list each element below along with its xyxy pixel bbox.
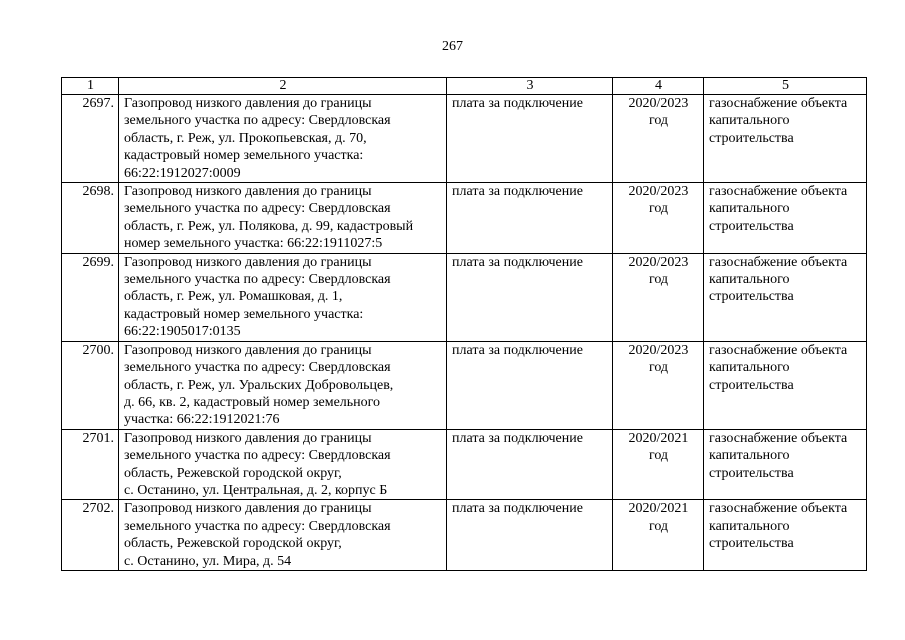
implementation-period (613, 341, 704, 429)
table-row (62, 429, 867, 500)
cell-line: год (648, 272, 669, 288)
column-header: 4 (613, 78, 704, 95)
cell-line: д. 66, кв. 2, кадастровый номер земельного (124, 394, 381, 410)
cell-line: Газопровод низкого давления до границы (124, 430, 372, 446)
cell-line: земельного участка по адресу: Свердловская (124, 518, 391, 534)
cell-line: область, г. Реж, ул. Прокопьевская, д. 70, (124, 130, 367, 146)
cell-line: газоснабжение объекта (709, 430, 848, 446)
page-number: 267 (442, 39, 463, 54)
object-description (119, 500, 447, 571)
row-number: 2699. (62, 253, 119, 341)
financing-source: плата за подключение (447, 183, 613, 254)
row-number: 2697. (62, 95, 119, 183)
cell-line: 66:22:1905017:0135 (124, 324, 241, 340)
table-header-row (62, 78, 867, 95)
cell-line: строительства (709, 130, 794, 146)
cell-line: Газопровод низкого давления до границы (124, 342, 372, 358)
cell-line: капитального (709, 448, 790, 464)
cell-line: капитального (709, 518, 790, 534)
cell-line: капитального (709, 201, 790, 217)
implementation-period (613, 500, 704, 571)
cell-line: номер земельного участка: 66:22:1911027:5 (124, 236, 383, 252)
object-purpose (704, 95, 867, 183)
cell-line: 2020/2021 (628, 501, 689, 517)
cell-line: год (648, 201, 669, 217)
object-description (119, 429, 447, 500)
cell-line: 2020/2023 (628, 342, 689, 358)
cell-line: капитального (709, 113, 790, 129)
financing-source: плата за подключение (447, 429, 613, 500)
column-header: 1 (62, 78, 119, 95)
table-row (62, 253, 867, 341)
cell-line: строительства (709, 218, 794, 234)
financing-source: плата за подключение (447, 253, 613, 341)
financing-source: плата за подключение (447, 500, 613, 571)
cell-line: 2020/2023 (628, 96, 689, 111)
cell-line: с. Останино, ул. Центральная, д. 2, корпус Б (124, 482, 388, 498)
table-row (62, 183, 867, 254)
row-number: 2702. (62, 500, 119, 571)
cell-line: 66:22:1912027:0009 (124, 165, 241, 181)
cell-line: область, г. Реж, ул. Полякова, д. 99, кадастровый (124, 218, 414, 234)
cell-line: Газопровод низкого давления до границы (124, 96, 372, 111)
cell-line: область, г. Реж, ул. Ромашковая, д. 1, (124, 289, 343, 305)
cell-line: 2020/2021 (628, 430, 689, 446)
object-description (119, 183, 447, 254)
object-purpose (704, 500, 867, 571)
financing-source: плата за подключение (447, 95, 613, 183)
financing-source: плата за подключение (447, 341, 613, 429)
column-header: 2 (119, 78, 447, 95)
cell-line: область, г. Реж, ул. Уральских Добровольцев, (124, 377, 394, 393)
cell-line: газоснабжение объекта (709, 184, 848, 200)
object-description (119, 341, 447, 429)
object-purpose (704, 341, 867, 429)
cell-line: год (648, 360, 669, 376)
implementation-period (613, 253, 704, 341)
object-purpose (704, 253, 867, 341)
table-row (62, 500, 867, 571)
cell-line: земельного участка по адресу: Свердловская (124, 113, 391, 129)
cell-line: Газопровод низкого давления до границы (124, 254, 372, 270)
cell-line: земельного участка по адресу: Свердловская (124, 448, 391, 464)
cell-line: строительства (709, 465, 794, 481)
cell-line: 2020/2023 (628, 184, 689, 200)
infrastructure-table (61, 77, 867, 571)
cell-line: газоснабжение объекта (709, 96, 848, 111)
row-number: 2698. (62, 183, 119, 254)
cell-line: земельного участка по адресу: Свердловская (124, 272, 391, 288)
object-description (119, 95, 447, 183)
cell-line: строительства (709, 377, 794, 393)
cell-line: газоснабжение объекта (709, 342, 848, 358)
row-number: 2700. (62, 341, 119, 429)
cell-line: кадастровый номер земельного участка: (124, 306, 364, 322)
cell-line: год (648, 113, 669, 129)
cell-line: кадастровый номер земельного участка: (124, 148, 364, 164)
cell-line: участка: 66:22:1912021:76 (124, 412, 280, 428)
cell-line: Газопровод низкого давления до границы (124, 501, 372, 517)
cell-line: 2020/2023 (628, 254, 689, 270)
cell-line: с. Останино, ул. Мира, д. 54 (124, 553, 292, 569)
table-body (62, 95, 867, 571)
cell-line: год (648, 448, 669, 464)
cell-line: область, Режевской городской округ, (124, 536, 342, 552)
table-row (62, 341, 867, 429)
cell-line: земельного участка по адресу: Свердловская (124, 360, 391, 376)
column-header: 3 (447, 78, 613, 95)
cell-line: земельного участка по адресу: Свердловская (124, 201, 391, 217)
cell-line: год (648, 518, 669, 534)
cell-line: область, Режевской городской округ, (124, 465, 342, 481)
object-description (119, 253, 447, 341)
column-header: 5 (704, 78, 867, 95)
row-number: 2701. (62, 429, 119, 500)
implementation-period (613, 183, 704, 254)
cell-line: капитального (709, 360, 790, 376)
cell-line: капитального (709, 272, 790, 288)
object-purpose (704, 183, 867, 254)
object-purpose (704, 429, 867, 500)
cell-line: Газопровод низкого давления до границы (124, 184, 372, 200)
implementation-period (613, 429, 704, 500)
cell-line: строительства (709, 536, 794, 552)
cell-line: газоснабжение объекта (709, 501, 848, 517)
cell-line: газоснабжение объекта (709, 254, 848, 270)
cell-line: строительства (709, 289, 794, 305)
implementation-period (613, 95, 704, 183)
table-row (62, 95, 867, 183)
